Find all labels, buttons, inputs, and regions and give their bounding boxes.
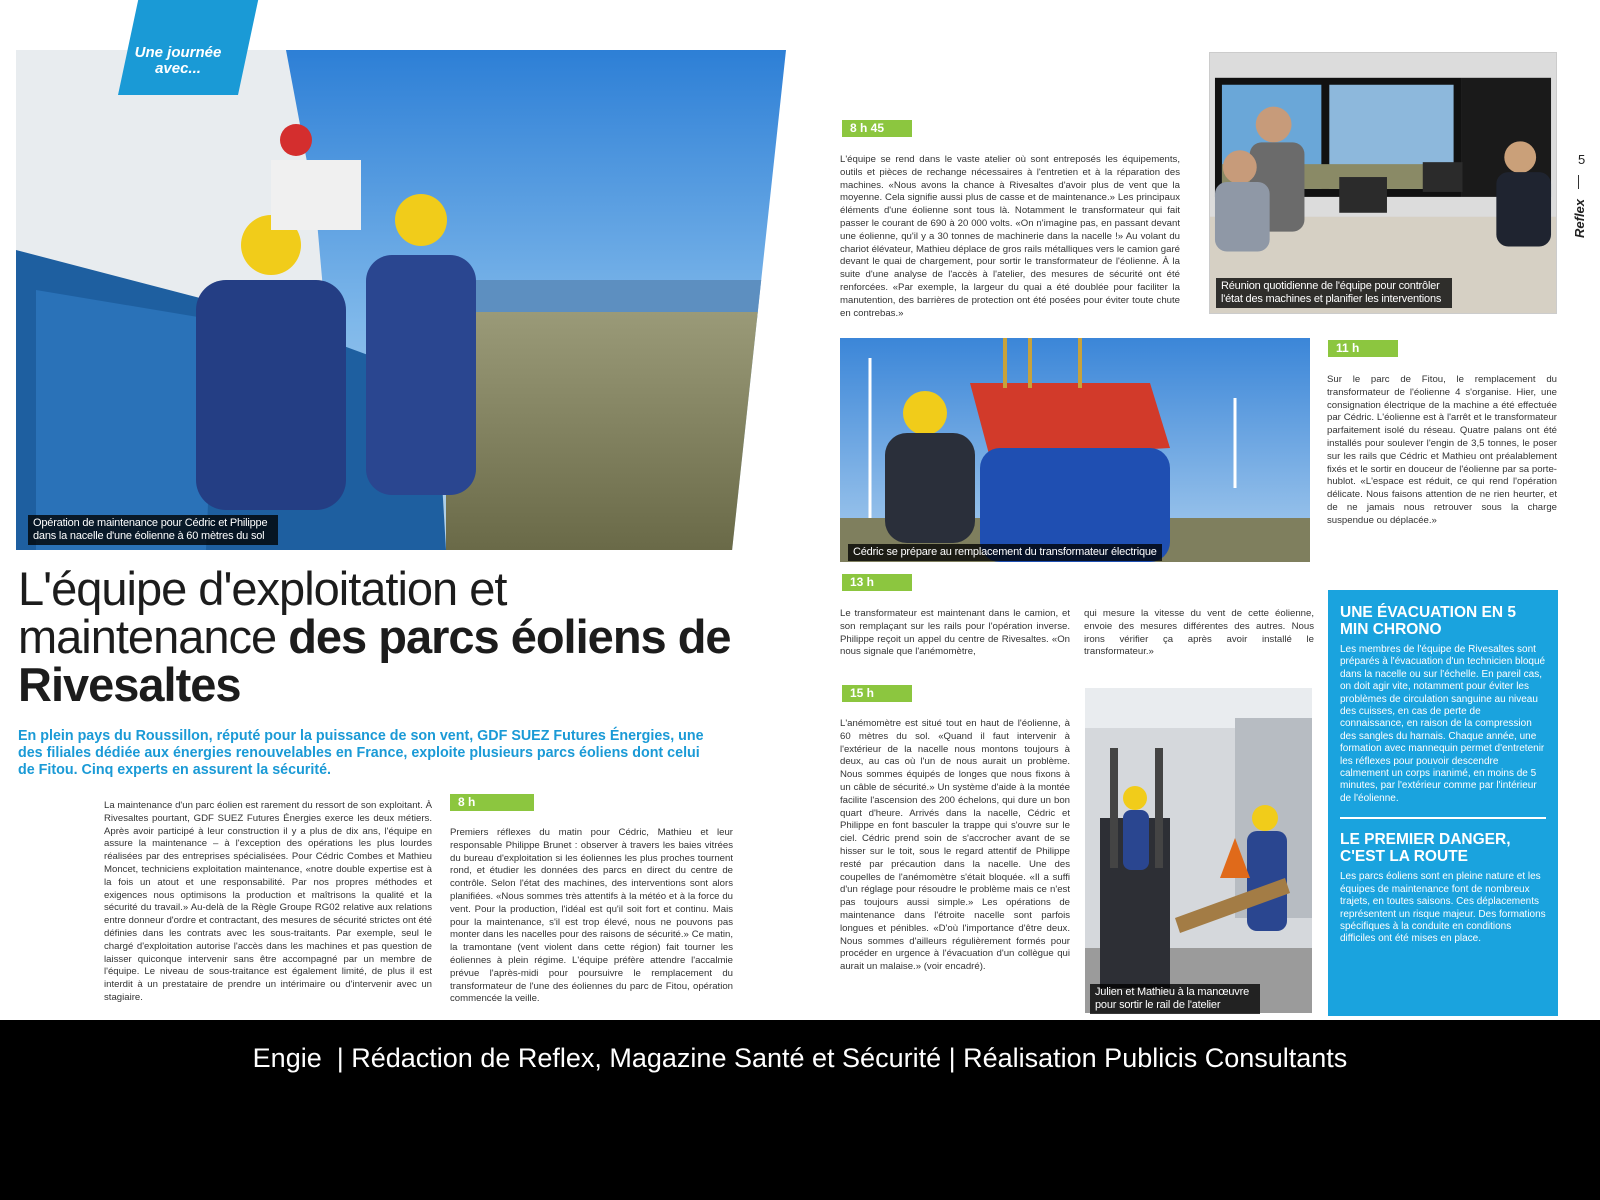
- time-tag-8h45: 8 h 45: [842, 120, 912, 137]
- headline-light: L'équipe d'exploitation et maintenance: [18, 562, 507, 663]
- sidebar-text-evacuation: Les membres de l'équipe de Rivesaltes sont préparés à l'évacuation d'un technicien bloqué dans la nacelle ou sur l'échelle. En pareil cas, on doit agir vite, notamment pour éviter les problèmes de circulation sanguine au niveau des cuisses, en cas de perte de connaissance, en raison de la compression des sangles du harnais. Chaque année, une formation avec mannequin permet d'entretenir les réflexes pour pouvoir descendre calmement un corps inanimé, en moins de 5 minutes, par l'extérieur comme par l'intérieur de l'éolienne.: [1340, 644, 1546, 804]
- folio-divider: [1578, 175, 1579, 189]
- time-tag-13h: 13 h: [842, 574, 912, 591]
- time-tag-15h: 15 h: [842, 685, 912, 702]
- hero-photo-nacelle: [16, 50, 786, 550]
- sidebar-title-evacuation: UNE ÉVACUATION EN 5 MIN CHRONO: [1340, 604, 1516, 638]
- hero-photo-caption: Opération de maintenance pour Cédric et Philippe dans la nacelle d'une éolienne à 60 mètres du sol: [28, 515, 278, 545]
- folio-brand: Reflex: [1572, 198, 1587, 238]
- page-number: 5: [1578, 152, 1586, 167]
- time-tag-11h: 11 h: [1328, 340, 1398, 357]
- article-standfirst: En plein pays du Roussillon, réputé pour la puissance de son vent, GDF SUEZ Futures Énergies, une des filiales dédiée aux énergies renouvelables en France, exploite plusieurs parcs éoliens dont celui de Fitou. Cinq experts en assurent la sécurité.: [18, 728, 704, 778]
- transformer-photo-caption: Cédric se prépare au remplacement du transformateur électrique: [848, 544, 1162, 561]
- sidebar-divider: [1340, 817, 1546, 819]
- text-13h-col2: qui mesure la vitesse du vent de cette éolienne, envoie des mesures différentes des autres. Nous irons vérifier ça après avoir installé le transformateur.»: [1084, 608, 1314, 658]
- intro-text: La maintenance d'un parc éolien est rarement du ressort de son exploitant. À Rivesaltes pourtant, GDF SUEZ Futures Énergies exerce les deux métiers. Après avoir participé à leur construction il y a plus de dix ans, l'équipe en assure la maintenance – à l'exception des opérations les plus lourdes réalisées par des entreprises spécialisées. Pour Cédric Combes et Mathieu Moncet, techniciens exploitation maintenance, «notre double expertise est à la fois un atout et une responsabilité. Par nos propres méthodes et exigences nous optimisons la production et maîtrisons la qualité et la sécurité du travail.» Au-delà de la Règle Groupe RG02 relative aux relations entre donneur d'ordre et contractant, des mesures de sécurité strictes ont été définies dans les contrats avec les sous-traitants. Par exemple, seul le chargé d'exploitation autorise l'accès dans les machines et pas question de laisser quiconque intervenir sans être accompagné par un membre de l'équipe. Le niveau de sous-traitance est également limité, de plus il est interdit à un prestataire de prendre un intérimaire ou d'intervenir avec un stagiaire.: [104, 800, 432, 1003]
- text-8h45: L'équipe se rend dans le vaste atelier où sont entreposés les équipements, outils et pièces de rechange nécessaires à l'entretien et à la réparation des machines. «Nous avons la chance à Rivesaltes d'avoir plus de vent que la moyenne. Cela signifie aussi plus de casse et de maintenance.» Les principaux éléments d'une éolienne sont tous là. Notamment le transformateur qui fait passer le courant de 690 à 20 000 volts. «On n'imagine pas, en passant devant une éolienne, qu'il y a 30 tonnes de machinerie dans la nacelle !» Au volant du chariot élévateur, Mathieu déplace de gros rails métalliques vers le camion garé devant le quai de chargement, pour sortir le transformateur de l'éolienne. À la suite d'une analyse de l'accès à l'atelier, des mesures de sécurité ont été renforcées. «Par exemple, la largeur du quai a été doublée pour faciliter la manutention, des barrières de protection ont été posées pour éviter toute chute en contrebas.»: [840, 154, 1180, 319]
- sidebar-text-route: Les parcs éoliens sont en pleine nature et les équipes de maintenance font de nombreux trajets, en toutes saisons. Ces déplacements représentent un risque majeur. Des formations spécifiques à la conduite en conditions difficiles ont été mises en place.: [1340, 871, 1546, 945]
- sidebar-title-route: LE PREMIER DANGER, C'EST LA ROUTE: [1340, 831, 1511, 866]
- meeting-photo: [1209, 52, 1557, 314]
- text-13h-col1: Le transformateur est maintenant dans le camion, et son remplaçant sur les rails pour l'opération inverse. Philippe reçoit un appel du centre de Rivesaltes. «On nous signale que l'anémomètre,: [840, 608, 1070, 658]
- kicker-label: Une journée avec...: [134, 44, 222, 77]
- sidebar-box: [1328, 590, 1558, 1016]
- meeting-photo-caption: Réunion quotidienne de l'équipe pour contrôler l'état des machines et planifier les interventions: [1216, 278, 1452, 308]
- transformer-photo: [840, 338, 1310, 562]
- text-11h: Sur le parc de Fitou, le remplacement du transformateur de l'éolienne 4 s'organise. Hier, une consignation électrique de la machine a été effectuée par Cédric. L'éolienne est à l'arrêt et le transformateur parfaitement isolé du réseau. Quatre palans ont été installés pour soulever l'engin de 3,5 tonnes, le poser sur les rails que Cédric et Mathieu ont préalablement fixés et le sortir en douceur de l'éolienne par sa porte-hublot. «L'espace est réduit, ce qui rend l'opération délicate. Nous faisons attention de ne rien heurter, et de ne jamais nous retrouver sous la charge suspendue ou déplacée.»: [1327, 374, 1557, 526]
- text-8h: Premiers réflexes du matin pour Cédric, Mathieu et leur responsable Philippe Brunet : observer à travers les baies vitrées du bureau d'exploitation si les éoliennes les plus proches tournent rond, et étudier les données des parcs en direct du centre de contrôle. Selon l'état des machines, des interventions sont alors planifiées. «Nous sommes très attentifs à la météo et à la force du vent. Pour la production, l'idéal est qu'il soit fort et continu. Mais pour la maintenance, s'il est trop élevé, nous ne pouvons pas monter dans les nacelles pour des raisons de sécurité.» Ce matin, la tramontane (vent violent dans cette région) fait tourner les éoliennes à plein régime. L'équipe préfère attendre l'accalmie prévue l'après-midi pour poursuivre le remplacement du transformateur de l'une des éoliennes du parc de Fitou, opération commencée la veille.: [450, 827, 733, 1005]
- text-15h: L'anémomètre est situé tout en haut de l'éolienne, à 60 mètres du sol. «Quand il faut intervenir à l'extérieur de la nacelle nous montons toujours à deux, au cas où l'un de nous aurait un problème. Nous sommes équipés de longes que nous fixons à un câble de sécurité.» Un système d'aide à la montée facilite l'ascension des 200 échelons, qui dure un bon quart d'heure. Arrivés dans la nacelle, Cédric et Philippe en font basculer la trappe qui s'ouvre sur le ciel. Cédric prend soin de s'accrocher avant de se hisser sur le toit, sous le regard attentif de Philippe resté par précaution dans la nacelle. Une des coupelles de l'anémomètre s'était bloquée. «Il a suffi d'un réglage pour résoudre le problème mais ce n'est pas toujours aussi simple.» Les opérations de maintenance dans l'étroite nacelle sont parfois longues et pénibles. «D'où l'importance d'être deux. Nous sommes d'ailleurs régulièrement formés pour procéder en urgence à l'évacuation d'un collègue qui aurait un malaise.» (voir encadré).: [840, 718, 1070, 973]
- forklift-photo: [1085, 688, 1312, 1013]
- forklift-photo-caption: Julien et Mathieu à la manœuvre pour sortir le rail de l'atelier: [1090, 984, 1260, 1014]
- time-tag-8h: 8 h: [450, 794, 534, 811]
- article-headline: [18, 562, 738, 711]
- headline-bold: des parcs éoliens de Rivesaltes: [18, 610, 731, 711]
- footer-credits: Engie | Rédaction de Reflex, Magazine Santé et Sécurité | Réalisation Publicis Consultants: [252, 1043, 1348, 1073]
